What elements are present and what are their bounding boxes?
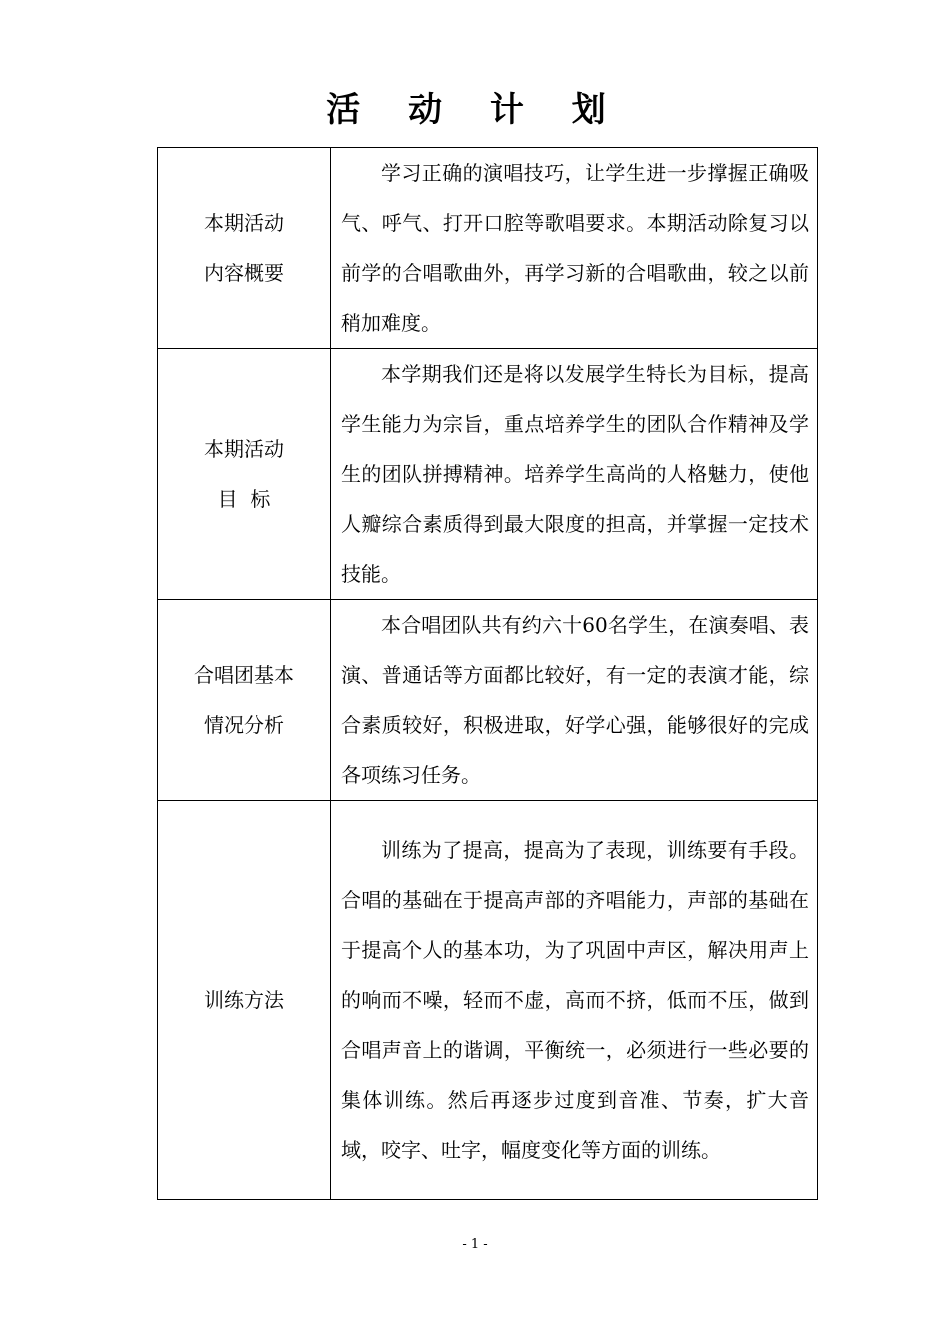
table-row	[158, 349, 818, 600]
row-label	[158, 801, 331, 1200]
row-content-text: 训练为了提高，提高为了表现，训练要有手段。合唱的基础在于提高声部的齐唱能力，声部的基础在于提高个人的基本功，为了巩固中声区，解决用声上的响而不噪，轻而不虚，高而不挤，低而不压，做到合唱声音上的谐调，平衡统一，必须进行一些必要的集体训练。然后再逐步过度到音准、节奏，扩大音域，咬字、吐字，幅度变化等方面的训练。	[341, 838, 809, 1162]
page-number: - 1 -	[462, 1237, 488, 1252]
row-label-line: 合唱团基本	[194, 663, 294, 687]
row-content	[331, 600, 818, 801]
table-row	[158, 600, 818, 801]
row-label-line: 本期活动	[204, 437, 284, 461]
row-label-line: 情况分析	[204, 713, 284, 737]
row-label	[158, 349, 331, 600]
row-content-text: 本合唱团队共有约六十60名学生，在演奏唱、表演、普通话等方面都比较好，有一定的表演才能，综合素质较好，积极进取，好学心强，能够很好的完成各项练习任务。	[341, 613, 809, 787]
row-label	[158, 600, 331, 801]
row-label-line: 内容概要	[204, 261, 284, 285]
table-row	[158, 148, 818, 349]
row-label-line: 训练方法	[204, 988, 284, 1012]
row-label	[158, 148, 331, 349]
table-row	[158, 801, 818, 1200]
page-title: 活 动 计 划	[326, 90, 624, 130]
row-content-text: 本学期我们还是将以发展学生特长为目标，提高学生能力为宗旨，重点培养学生的团队合作精神及学生的团队拼搏精神。培养学生高尚的人格魅力，使他人瓣综合素质得到最大限度的担高，并掌握一定技术技能。	[341, 362, 809, 586]
row-content-text: 学习正确的演唱技巧，让学生进一步撑握正确吸气、呼气、打开口腔等歌唱要求。本期活动除复习以前学的合唱歌曲外，再学习新的合唱歌曲，较之以前稍加难度。	[341, 161, 809, 335]
row-content	[331, 801, 818, 1200]
row-label-line: 目 标	[217, 487, 271, 511]
row-content	[331, 148, 818, 349]
row-content	[331, 349, 818, 600]
row-label-line: 本期活动	[204, 211, 284, 235]
activity-plan-table	[157, 147, 818, 1200]
